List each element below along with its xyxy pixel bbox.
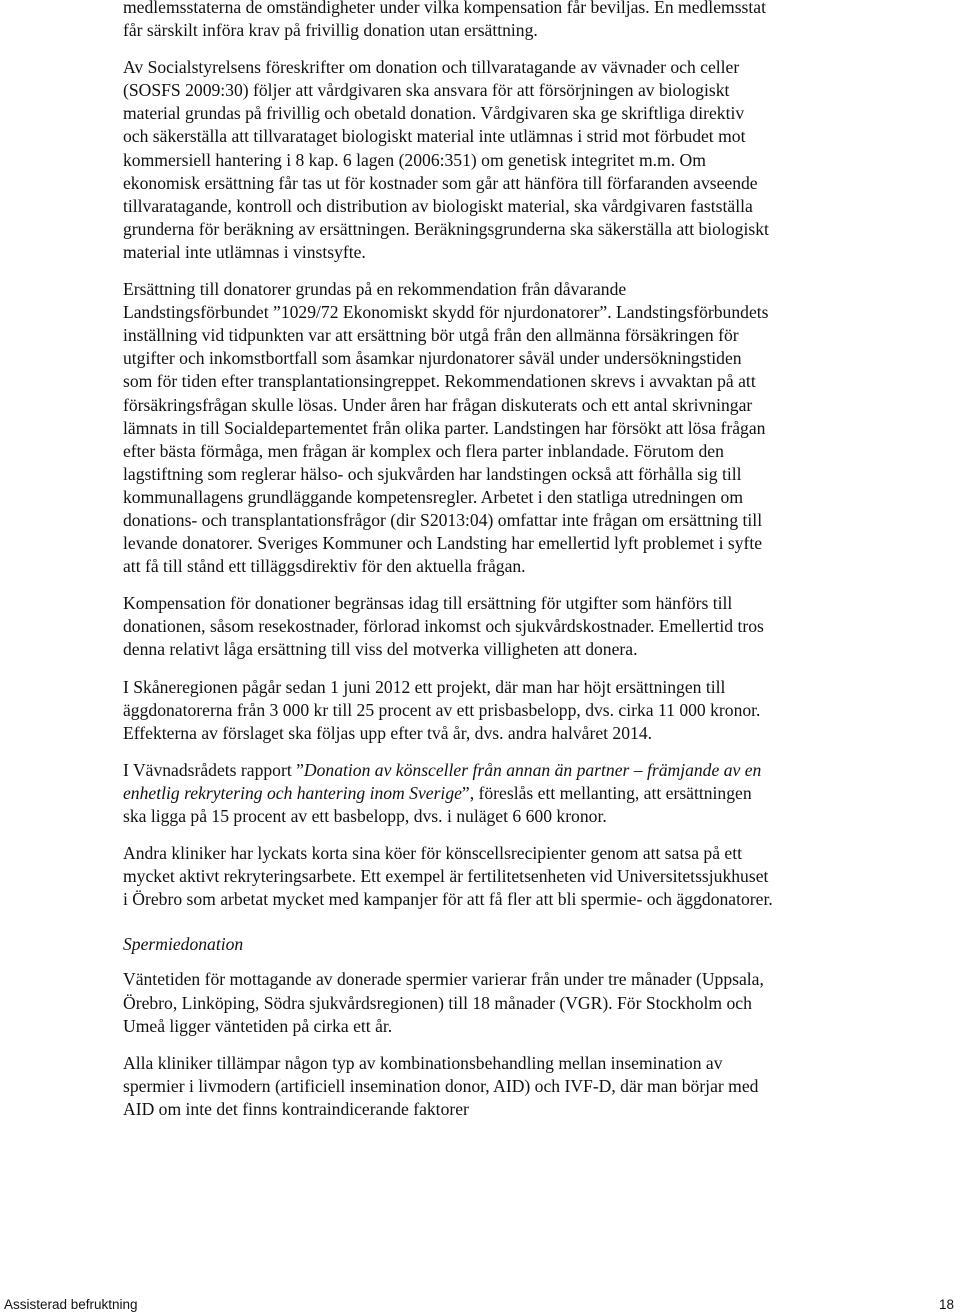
report-text-after: ”, föreslås ett mellanting, att ersättningen ska ligga på 15 procent av ett basbelopp, dvs. i nuläget 6 600 kronor. [123,782,752,826]
paragraph: medlemsstaterna de omständigheter under vilka kompensation får beviljas. En medlemsstat får särskilt införa krav på frivillig donation utan ersättning. [123,0,766,41]
page-footer [0,1297,960,1314]
paragraph: Kompensation för donationer begränsas idag till ersättning för utgifter som hänförs till donationen, såsom resekostnader, förlorad inkomst och sjukvårdskostnader. Emellertid tros denna relativt låga ersättning till viss del motverka villigheten att donera. [123,593,764,660]
report-title: Donation av könsceller från annan än partner – främjande av en enhetlig rekrytering och hantering inom Sverige [123,759,762,803]
paragraph: I Skåneregionen pågår sedan 1 juni 2012 ett projekt, där man har höjt ersättningen till äggdonatorerna från 3 000 kr till 25 procent av ett prisbasbelopp, dvs. cirka 11 000 kronor. Effekterna av förslaget ska följas upp efter två år, dvs. andra halvåret 2014. [123,676,761,743]
paragraph: Väntetiden för mottagande av donerade spermier varierar från under tre månader (Uppsala, Örebro, Linköping, Södra sjukvårdsregionen) till 18 månader (VGR). För Stockholm och Umeå ligger väntetiden på cirka ett år. [123,969,764,1036]
document-body [123,0,773,1121]
page-number: 18 [938,1297,954,1312]
footer-title: Assisterad befruktning [4,1297,138,1312]
paragraph: Ersättning till donatorer grundas på en rekommendation från dåvarande Landstingsförbundet ”1029/72 Ekonomiskt skydd för njurdonatorer”. Landstingsförbundets inställning vid tidpunkten var att ersättning bör utgå från den allmänna försäkringen för utgifter och inkomstbortfall som åsamkar njurdonatorer såväl under undersökningstiden som för tiden efter transplantationsingreppet. Rekommendationen skrevs i avvaktan på att försäkringsfrågan skulle lösas. Under åren har frågan diskuterats och ett antal skrivningar lämnats in till Socialdepartementet från olika parter. Landstingen har försökt att lösa frågan efter bästa förmåga, men frågan är komplex och flera parter inblandade. Förutom den lagstiftning som reglerar hälso- och sjukvården har landstingen också att förhålla sig till kommunallagens grundläggande kompetensregler. Arbetet i den statliga utredningen om donations- och transplantationsfrågor (dir S2013:04) omfattar inte frågan om ersättning till levande donatorer. Sveriges Kommuner och Landsting har emellertid lyft problemet i syfte att få till stånd ett tilläggsdirektiv för den aktuella frågan. [123,279,769,577]
paragraph: Alla kliniker tillämpar någon typ av kombinationsbehandling mellan insemination av spermier i livmodern (artificiell insemination donor, AID) och IVF-D, där man börjar med AID om inte det finns kontraindicerande faktorer [123,1052,759,1119]
paragraph: Av Socialstyrelsens föreskrifter om donation och tillvaratagande av vävnader och celler (SOSFS 2009:30) följer att vårdgivaren ska ansvara för att försörjningen av biologiskt material grundas på frivillig och obetald donation. Vårdgivaren ska ge skriftliga direktiv och säkerställa att tillvarataget biologiskt material inte utlämnas i strid mot förbudet mot kommersiell hantering i 8 kap. 6 lagen (2006:351) om genetisk integritet m.m. Om ekonomisk ersättning får tas ut för kostnader som går att hänföra till förfaranden avseende tillvaratagande, kontroll och distribution av biologiskt material, ska vårdgivaren fastställa grunderna för beräkning av ersättningen. Beräkningsgrunderna ska säkerställa att biologiskt material inte utlämnas i vinstsyfte. [123,57,769,262]
report-paragraph [123,759,773,828]
report-text-before: I Vävnadsrådets rapport ” [123,759,304,780]
section-heading: Spermiedonation [123,934,244,955]
paragraph: Andra kliniker har lyckats korta sina köer för könscellsrecipienter genom att satsa på ett mycket aktivt rekryteringsarbete. Ett exempel är fertilitetsenheten vid Universitetssjukhuset i Örebro som arbetat mycket med kampanjer för att få fler att bli spermie- och äggdonatorer. [123,843,773,910]
